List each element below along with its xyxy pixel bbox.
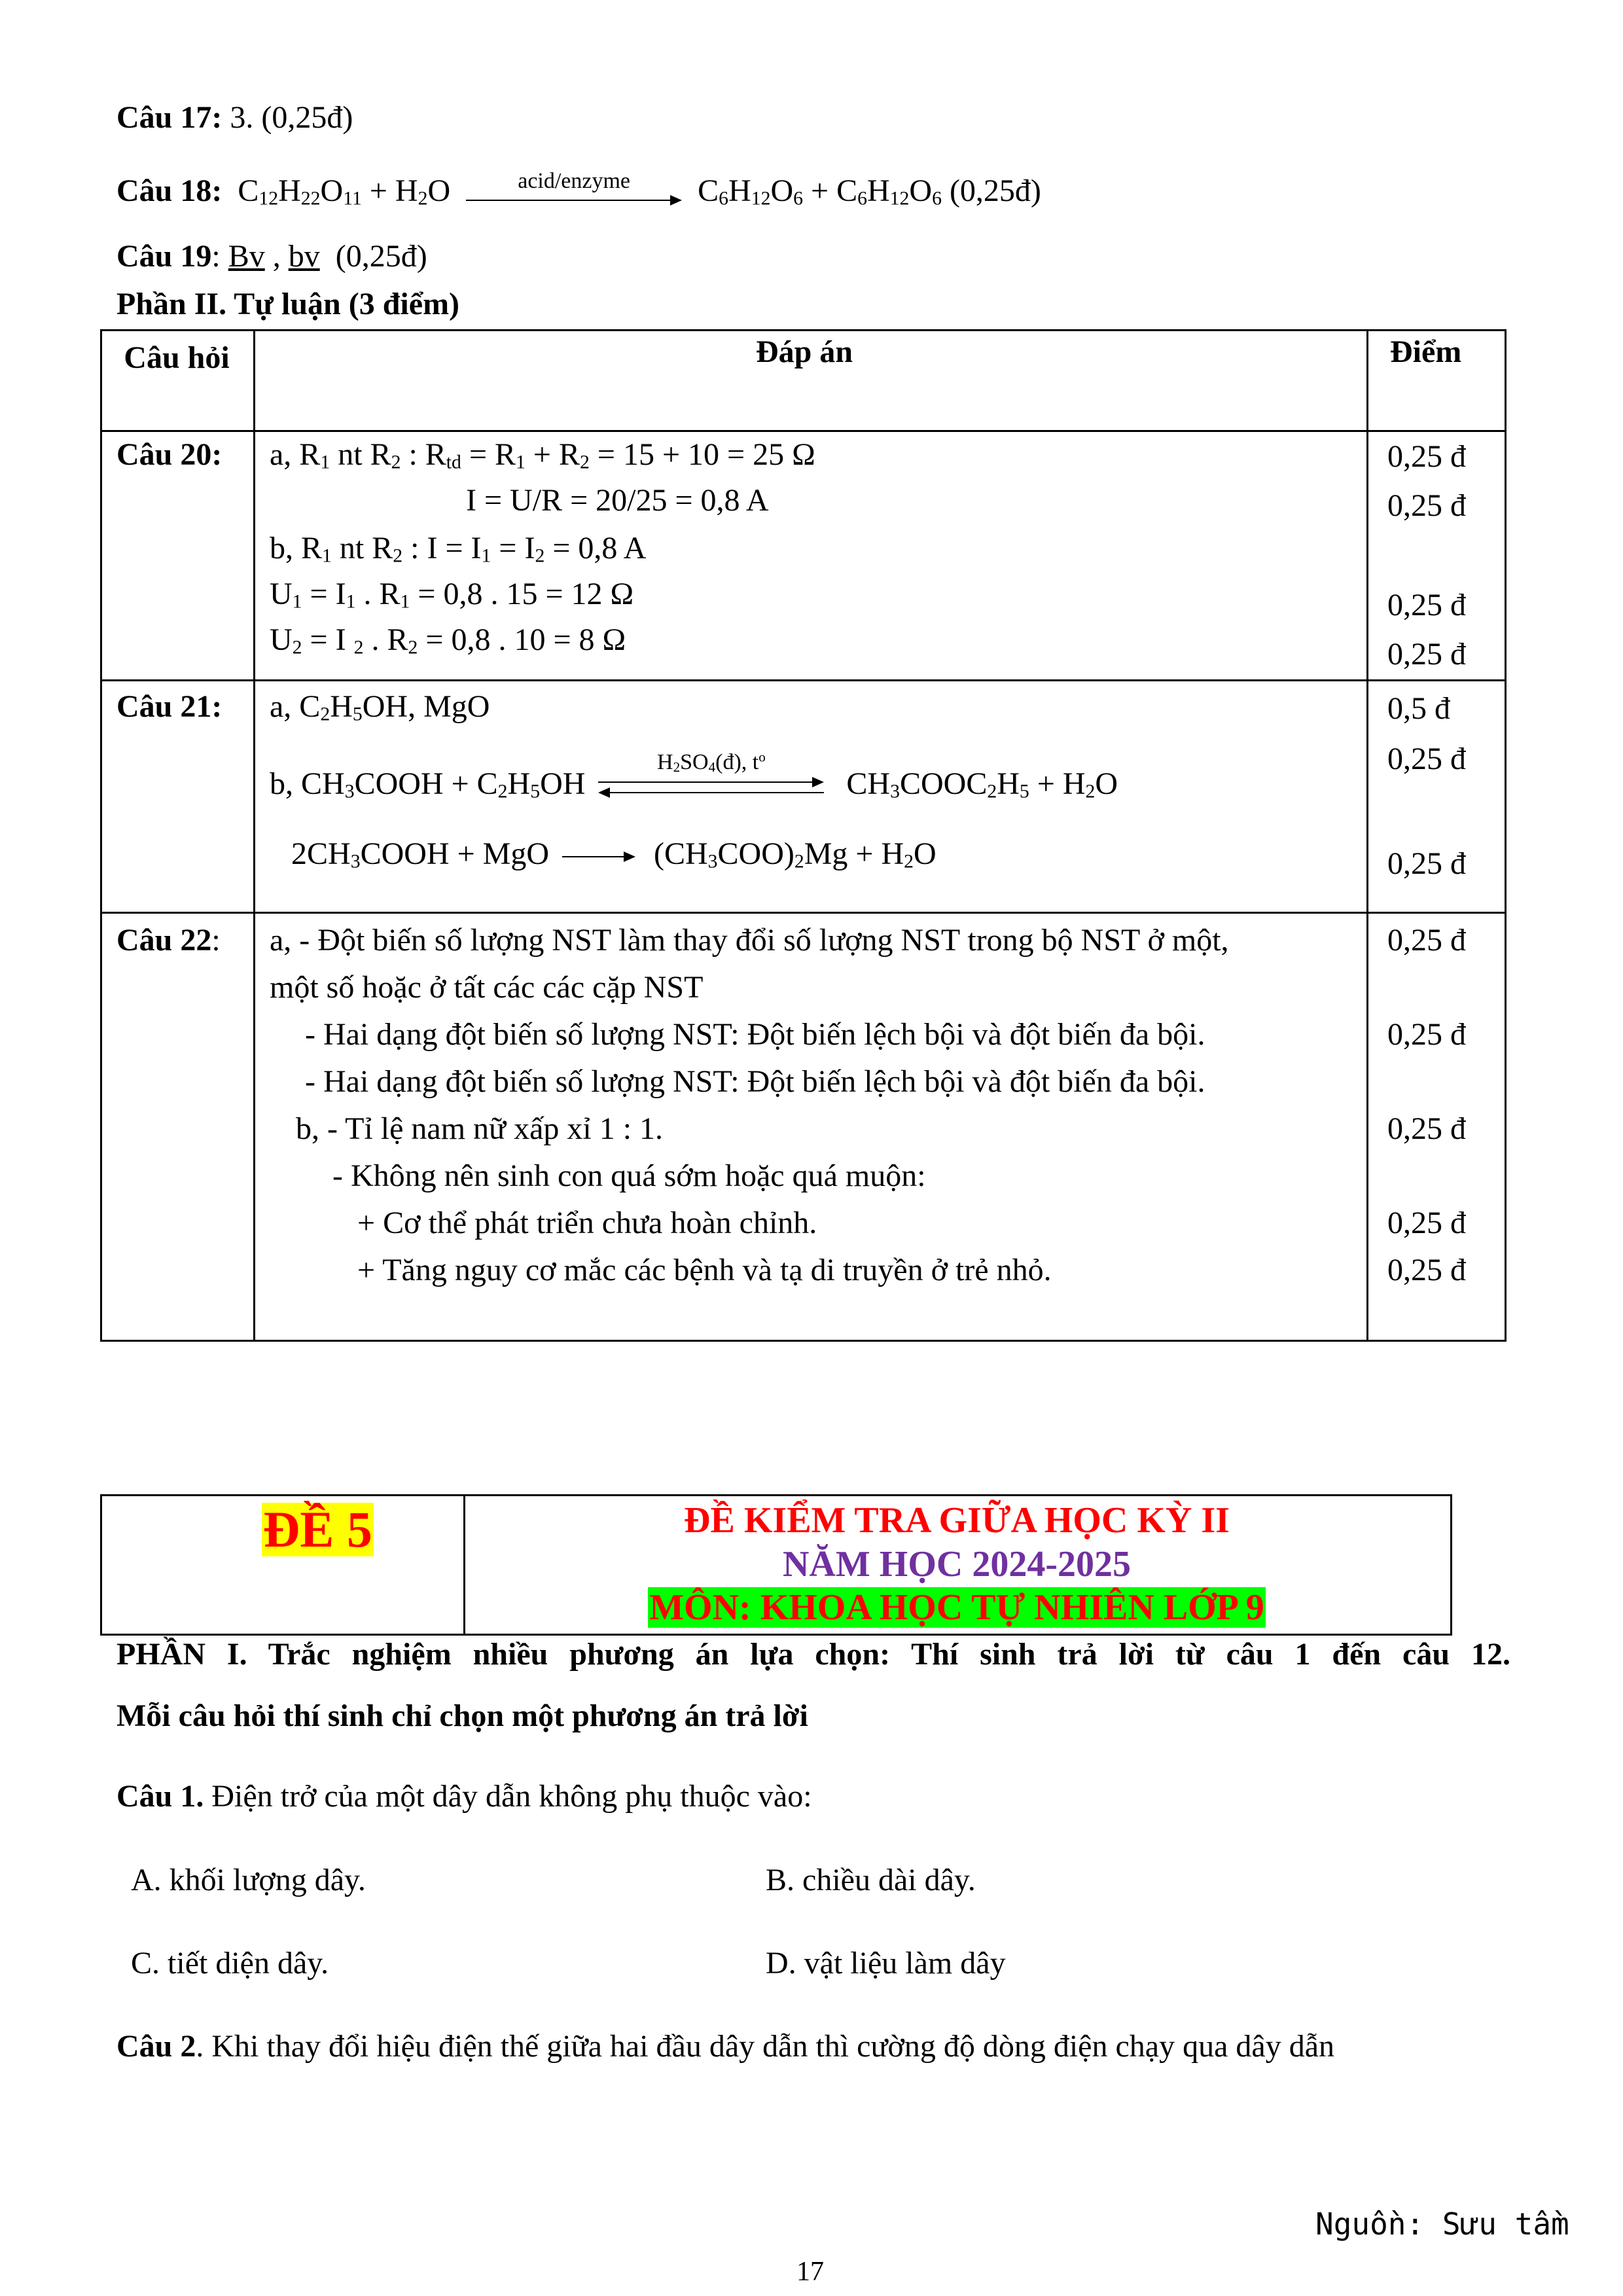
q19-line — [116, 237, 427, 276]
q22-colon: : — [211, 923, 221, 958]
q17-text: 3. (0,25đ) — [222, 100, 353, 135]
q19-answer-1: Bv — [228, 239, 265, 274]
q18-reactants: $C_{12}H_{22}O_{11} + H_2O$ — [230, 173, 459, 209]
header-answer: Đáp án — [756, 334, 853, 369]
part2-title: Phần II. Tự luận (3 điểm) — [116, 287, 460, 321]
q20-line-b2: $U_1 = I_1$ . $R_1 = 0,8$ . 15 = 12 Ω — [270, 577, 634, 613]
part1-heading: PHẦN I. Trắc nghiệm nhiều phương án lựa chọn: Thí sinh trả lời từ câu 1 đến câu 12. — [116, 1637, 1510, 1672]
q21-reaction-arrow — [562, 844, 635, 870]
q17-label: Câu 17: — [116, 100, 223, 135]
exam-title: ĐỀ KIỂM TRA GIỮA HỌC KỲ II — [684, 1500, 1230, 1541]
q19-answer-2: bv — [288, 239, 320, 274]
q19-colon: : — [211, 239, 221, 274]
exam-code: ĐỀ 5 — [263, 1501, 372, 1558]
q20-line-a2: I = U/R = 20/25 = 0,8 A — [466, 483, 769, 518]
q20-score-4: 0,25 đ — [1387, 637, 1466, 672]
q22-label-line — [116, 921, 221, 960]
q22-score-4: 0,25 đ — [1387, 1206, 1466, 1240]
q21-line-b: b, $CH_3COOH + C_2H_5OH$ $H_2SO_4(đ)$, $t^o$ $CH_3COOC_2H_5 + H_2O$ — [270, 764, 1118, 805]
q19-label: Câu 19 — [116, 239, 212, 274]
q20-line-b1: b, $R_1$ nt $R_2$ : $I = I_1 = I_2 = 0,8$ A — [270, 531, 647, 567]
q20-label: Câu 20: — [116, 437, 223, 472]
header-score: Điểm — [1390, 334, 1462, 369]
q22-line-8: + Tăng nguy cơ mắc các bệnh và tạ di truyền ở trẻ nhỏ. — [357, 1253, 1052, 1287]
question-1 — [116, 1777, 812, 1816]
part1-instruction: Mỗi câu hỏi thí sinh chỉ chọn một phương án trả lời — [116, 1698, 808, 1733]
question-2 — [116, 2027, 1334, 2066]
q21-score-2: 0,25 đ — [1387, 742, 1466, 776]
exam-subject-wrap — [465, 1585, 1448, 1630]
q20-line-b3: $U_2 = I$ $_2$ . $R_2 = 0,8$ . 10 = 8 Ω — [270, 622, 626, 658]
page-number: 17 — [796, 2257, 824, 2287]
q21-label: Câu 21: — [116, 689, 223, 724]
q22-line-6: - Không nên sinh con quá sớm hoặc quá muộn: — [332, 1158, 926, 1193]
q21-line-c: $2CH_3COOH$ + MgO $(CH_3COO)_2Mg + H_2O$ — [291, 836, 936, 872]
q1-option-b[interactable]: B. chiều dài dây. — [766, 1863, 976, 1897]
q17-line — [116, 98, 353, 137]
q2-text: . Khi thay đổi hiệu điện thế giữa hai đầu dây dẫn thì cường độ dòng điện chạy qua dây dẫn — [196, 2029, 1335, 2064]
q21-line-a: a, $C_2H_5OH$, MgO — [270, 689, 490, 725]
q22-label: Câu 22 — [116, 923, 212, 958]
q1-option-a[interactable]: A. khối lượng dây. — [131, 1863, 366, 1897]
exam-year: NĂM HỌC 2024-2025 — [783, 1544, 1131, 1585]
q18-line — [116, 168, 1041, 212]
q19-score: (0,25đ) — [335, 239, 427, 274]
q22-line-3: - Hai dạng đột biến số lượng NST: Đột biến lệch bội và đột biến đa bội. — [305, 1017, 1205, 1052]
q2-label: Câu 2 — [116, 2029, 196, 2064]
q20-score-2: 0,25 đ — [1387, 488, 1466, 523]
q21-score-1: 0,5 đ — [1387, 691, 1450, 726]
q19-sep: , — [272, 239, 281, 274]
q1-text: Điện trở của một dây dẫn không phụ thuộc vào: — [204, 1779, 812, 1814]
q18-products: $C_6H_{12}O_6 + C_6H_{12}O_6$ — [690, 173, 942, 209]
q21-arrow-condition: $H_2SO_4(đ)$, $t^o$ — [657, 749, 766, 775]
q22-line-4: - Hai dạng đột biến số lượng NST: Đột biến lệch bội và đột biến đa bội. — [305, 1064, 1205, 1099]
q20-score-3: 0,25 đ — [1387, 588, 1466, 622]
q20-line-a1: a, $R_1$ nt $R_2$ : $R_{td} = R_1 + R_2 = 15 + 10 = 25$ Ω — [270, 437, 815, 473]
q22-score-3: 0,25 đ — [1387, 1111, 1466, 1146]
q18-reaction-arrow — [466, 168, 682, 212]
exam-subject: MÔN: KHOA HỌC TỰ NHIÊN LỚP 9 — [649, 1587, 1264, 1628]
q18-label: Câu 18: — [116, 173, 223, 208]
header-question: Câu hỏi — [124, 340, 230, 375]
q1-option-d[interactable]: D. vật liệu làm dây — [766, 1946, 1006, 1981]
q22-line-7: + Cơ thể phát triển chưa hoàn chỉnh. — [357, 1206, 817, 1240]
q20-score-1: 0,25 đ — [1387, 439, 1466, 474]
q22-line-2: một số hoặc ở tất các các cặp NST — [270, 970, 704, 1005]
q22-score-2: 0,25 đ — [1387, 1017, 1466, 1052]
q22-score-5: 0,25 đ — [1387, 1253, 1466, 1287]
q1-label: Câu 1. — [116, 1779, 204, 1814]
q21-score-3: 0,25 đ — [1387, 846, 1466, 881]
source-note: Nguồn: Sưu tầm — [1315, 2206, 1569, 2242]
q18-score: (0,25đ) — [949, 173, 1041, 208]
q1-option-c[interactable]: C. tiết diện dây. — [131, 1946, 329, 1981]
q21-equilibrium-arrow — [598, 749, 824, 805]
q22-line-1: a, - Đột biến số lượng NST làm thay đổi số lượng NST trong bộ NST ở một, — [270, 923, 1229, 958]
q22-line-5: b, - Tỉ lệ nam nữ xấp xỉ 1 : 1. — [296, 1111, 664, 1146]
q22-score-1: 0,25 đ — [1387, 923, 1466, 958]
q18-arrow-condition: acid/enzyme — [518, 168, 631, 193]
